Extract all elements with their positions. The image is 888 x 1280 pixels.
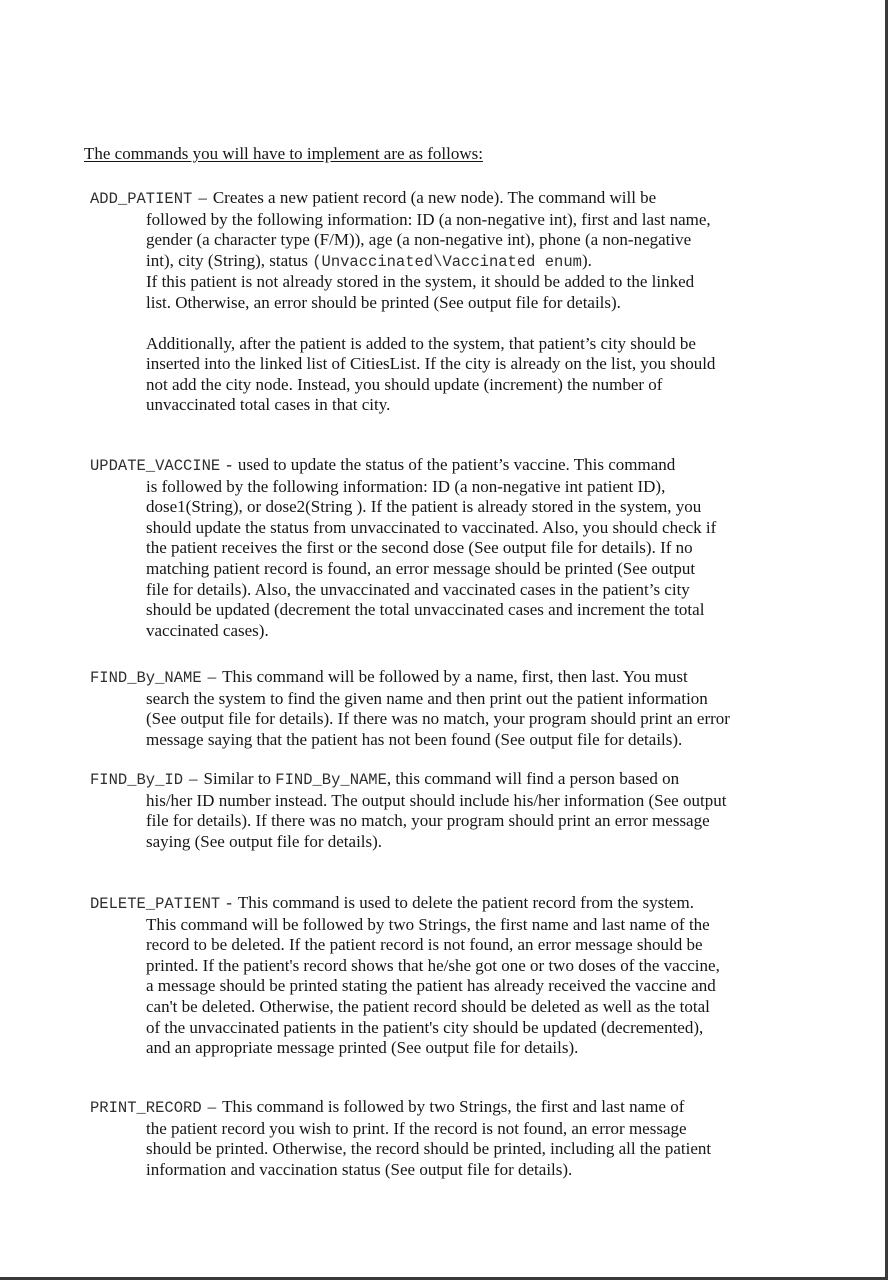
text-line: is followed by the following information: ID (a non-negative int patient ID), — [146, 476, 666, 496]
text-line — [146, 251, 780, 273]
text-line: and an appropriate message printed (See output file for details). — [146, 1038, 579, 1058]
command-name: FIND_By_NAME — [90, 669, 202, 687]
text-line: matching patient record is found, an error message should be printed (See output — [146, 558, 696, 578]
text-line: followed by the following information: ID (a non-negative int), first and last name, — [146, 209, 711, 229]
command-lead: used to update the status of the patient’s vaccine. This command — [237, 455, 676, 474]
status-enum-code: (Unvaccinated\Vaccinated enum — [312, 252, 582, 271]
command-print-record — [90, 1097, 780, 1180]
text-line: can't be deleted. Otherwise, the patient record should be deleted as well as the total — [146, 996, 710, 1016]
text-line: If this patient is not already stored in the system, it should be added to the linked — [146, 272, 695, 292]
dash: - — [226, 455, 232, 474]
text-fragment: ). — [581, 250, 592, 270]
text-line: (See output file for details). If there was no match, your program should print an error — [146, 709, 730, 729]
text-line: vaccinated cases). — [146, 620, 269, 640]
text-line: of the unvaccinated patients in the patient's city should be updated (decremented), — [146, 1017, 704, 1037]
section-heading: The commands you will have to implement are as follows: — [84, 144, 483, 163]
text-line: inserted into the linked list of CitiesList. If the city is already on the list, you should — [146, 354, 716, 374]
command-name: UPDATE_VACCINE — [90, 457, 221, 475]
text-line: search the system to find the given name and then print out the patient information — [146, 688, 708, 708]
command-find-by-id — [90, 769, 780, 852]
dash: – — [207, 667, 217, 686]
text-line: information and vaccination status (See output file for details). — [146, 1159, 573, 1179]
text-line: a message should be printed stating the patient has already received the vaccine and — [146, 976, 716, 996]
dash: – — [189, 769, 198, 788]
text-line: file for details). Also, the unvaccinated and vaccinated cases in the patient’s city — [146, 579, 690, 599]
text-line: his/her ID number instead. The output should include his/her information (See output — [146, 790, 727, 810]
command-find-by-name — [90, 667, 780, 750]
text-line: the patient record you wish to print. If the record is not found, an error message — [146, 1118, 687, 1138]
text-line: file for details). If there was no match, your program should print an error message — [146, 811, 710, 831]
text-line: printed. If the patient's record shows that he/she got one or two doses of the vaccine, — [146, 955, 720, 975]
text-fragment: int), city (String), status — [146, 250, 308, 270]
command-lead: , this command will find a person based on — [386, 769, 680, 788]
command-name: DELETE_PATIENT — [90, 895, 221, 913]
text-line: list. Otherwise, an error should be printed (See output file for details). — [146, 292, 621, 312]
text-line: This command will be followed by two Strings, the first name and last name of the — [146, 914, 710, 934]
text-line: unvaccinated total cases in that city. — [146, 395, 391, 415]
dash: – — [207, 1097, 217, 1116]
dash: – — [198, 188, 207, 207]
text-line: message saying that the patient has not been found (See output file for details). — [146, 729, 683, 749]
command-delete-patient — [90, 893, 780, 1059]
text-line: not add the city node. Instead, you should update (increment) the number of — [146, 374, 663, 394]
command-lead: This command will be followed by a name, first, then last. You must — [222, 667, 688, 686]
command-name: FIND_By_ID — [90, 771, 184, 789]
dash: - — [226, 893, 232, 912]
text-line: gender (a character type (F/M)), age (a non-negative int), phone (a non-negative — [146, 230, 692, 250]
command-lead: Similar to — [203, 769, 272, 788]
command-name: PRINT_RECORD — [90, 1099, 202, 1117]
text-line: should be updated (decrement the total unvaccinated cases and increment the total — [146, 600, 705, 620]
command-lead: Creates a new patient record (a new node). The command will be — [212, 188, 657, 207]
command-add-patient — [90, 188, 780, 416]
inline-code: FIND_By_NAME — [275, 771, 387, 789]
text-line: should update the status from unvaccinated to vaccinated. Also, you should check if — [146, 517, 717, 537]
text-line: saying (See output file for details). — [146, 831, 383, 851]
text-line: record to be deleted. If the patient record is not found, an error message should be — [146, 935, 703, 955]
text-line: the patient receives the first or the second dose (See output file for details). If no — [146, 538, 693, 558]
text-line: should be printed. Otherwise, the record should be printed, including all the patient — [146, 1139, 712, 1159]
command-lead: This command is used to delete the patient record from the system. — [237, 893, 694, 912]
text-line: dose1(String), or dose2(String ). If the patient is already stored in the system, you — [146, 497, 702, 517]
command-lead: This command is followed by two Strings, the first and last name of — [222, 1097, 685, 1116]
command-update-vaccine — [90, 455, 780, 641]
command-name: ADD_PATIENT — [90, 190, 193, 208]
text-line: Additionally, after the patient is added to the system, that patient’s city should be — [146, 333, 696, 353]
